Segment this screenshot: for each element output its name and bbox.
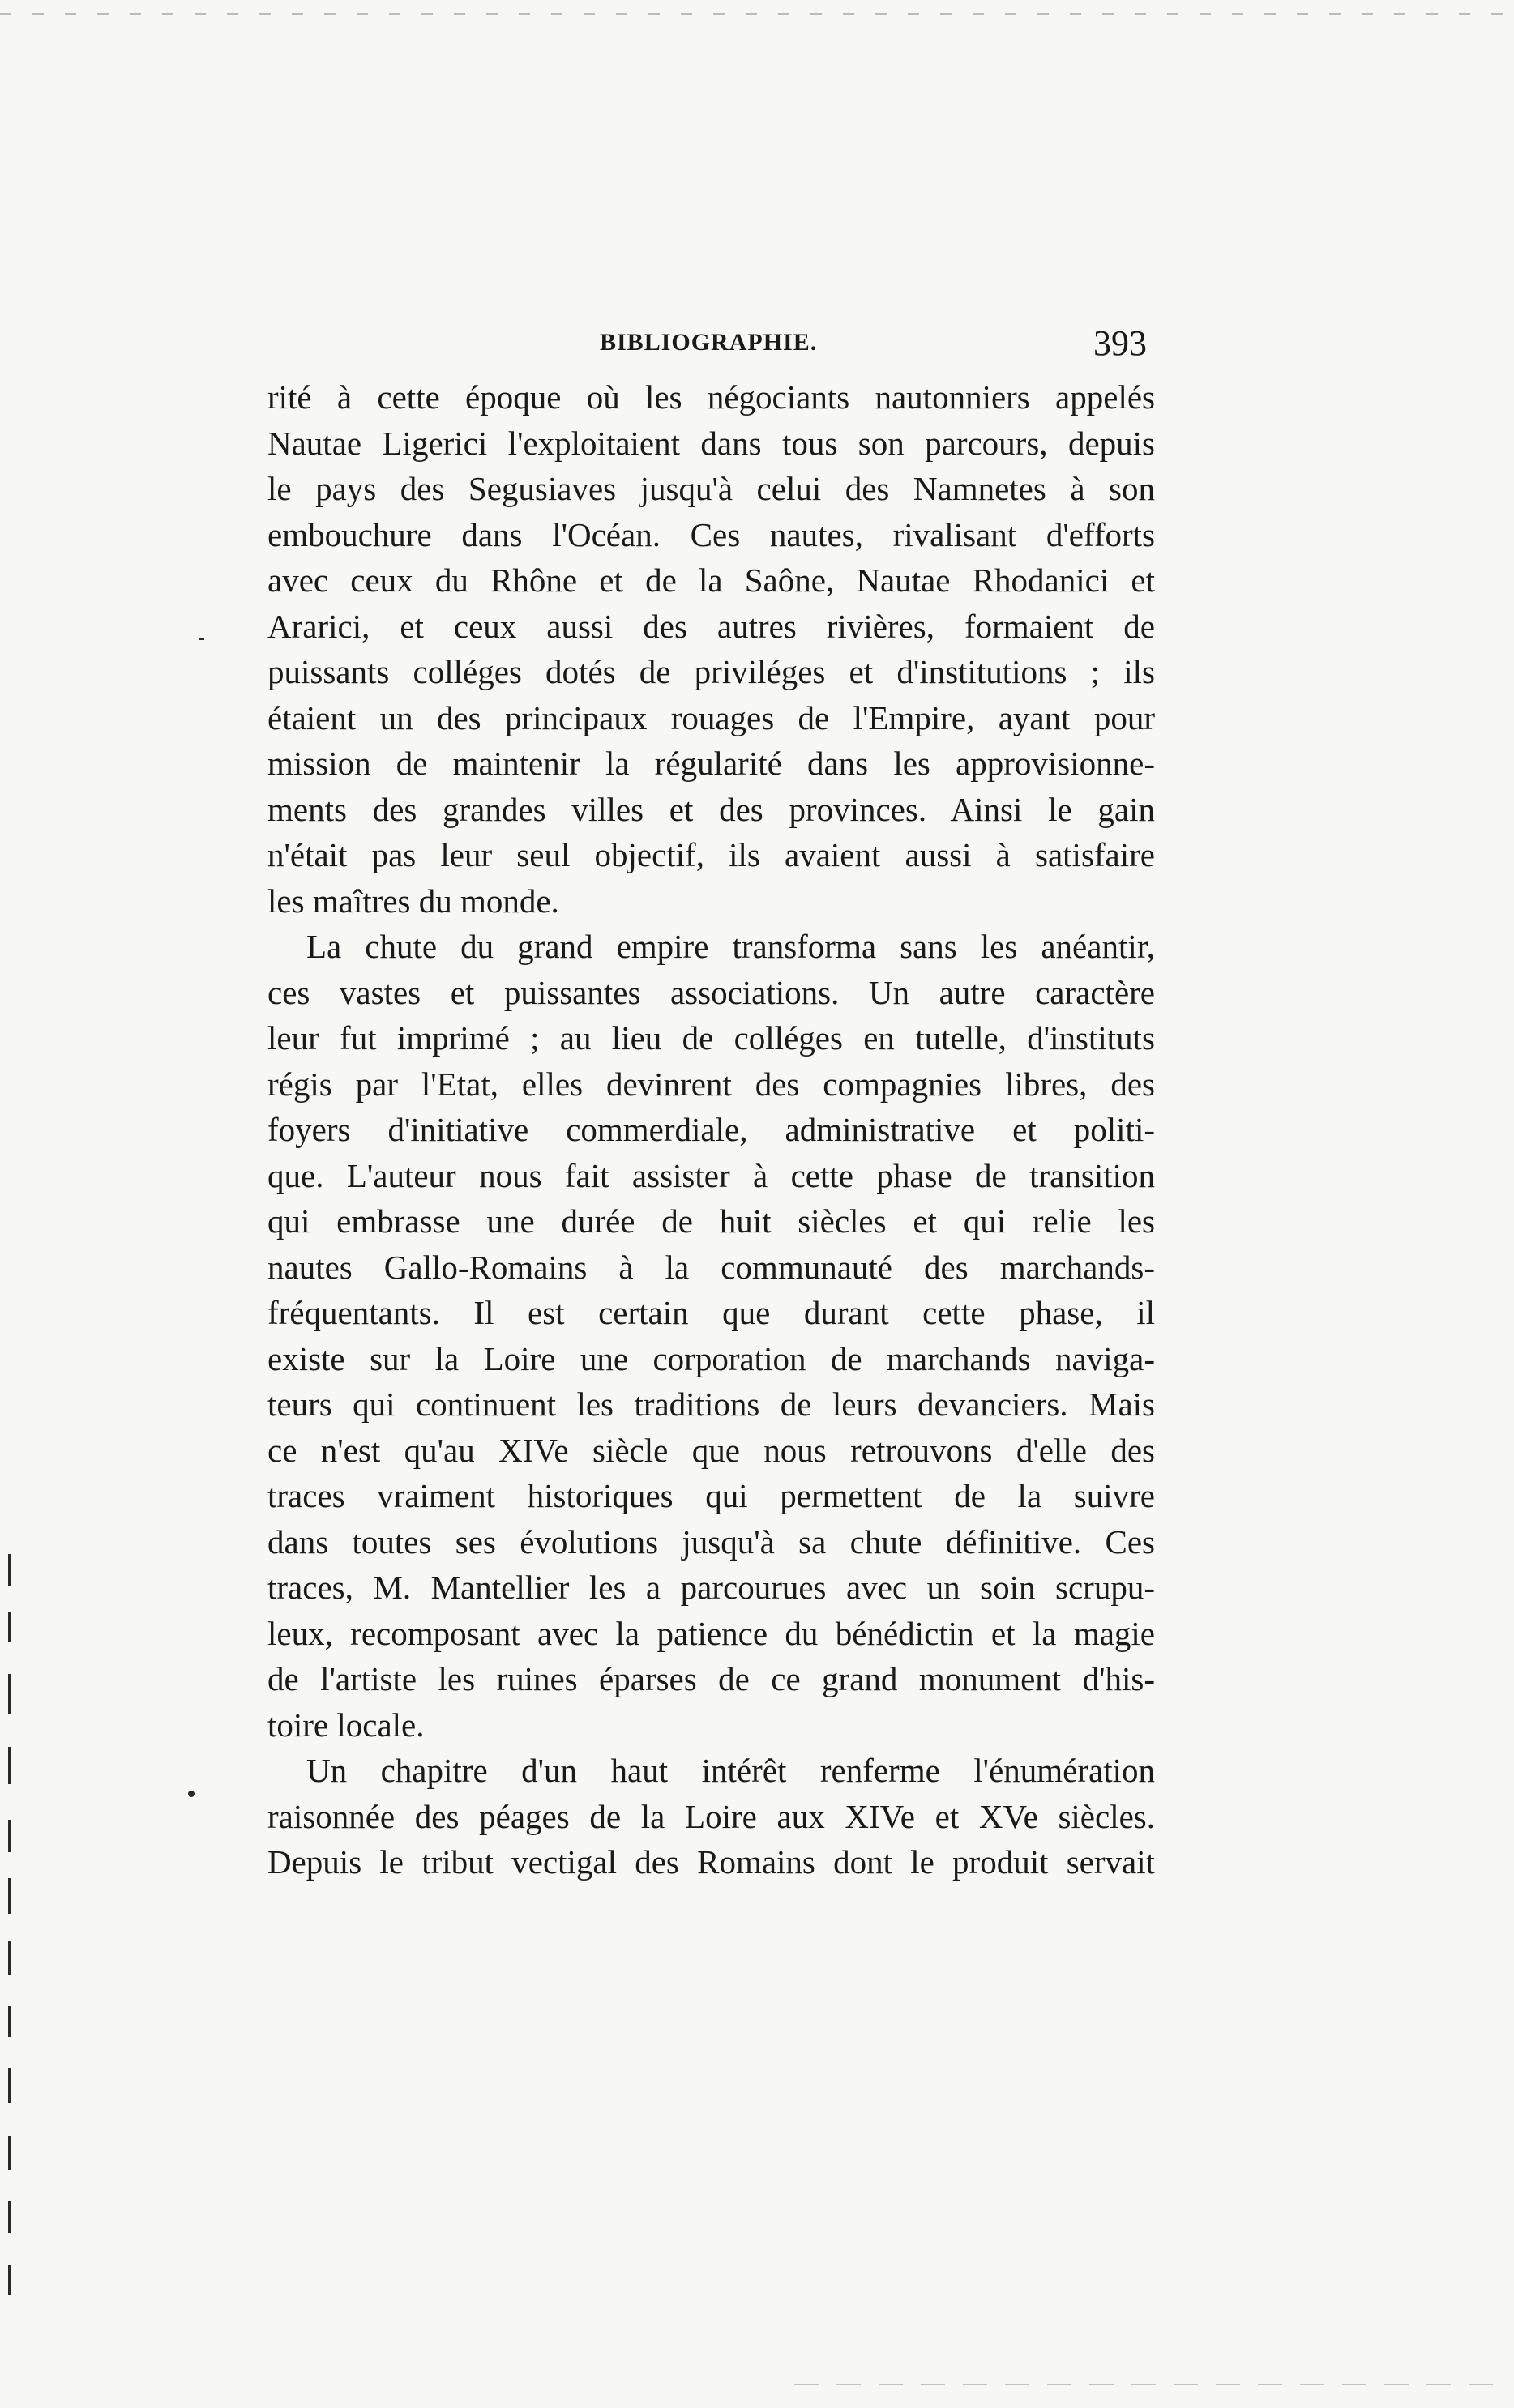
scan-edge-marks-bottom: [794, 2384, 1508, 2385]
scan-mark: [8, 2068, 11, 2103]
text-line: ments des grandes villes et des provinces. Ainsi le gain: [267, 790, 1155, 828]
text-line: n'était pas leur seul objectif, ils avaient aussi à satisfaire: [267, 836, 1155, 873]
running-title: BIBLIOGRAPHIE.: [600, 329, 818, 356]
text-line: foyers d'initiative commerdiale, administrative et politi-: [267, 1111, 1155, 1148]
text-line: Ararici, et ceux aussi des autres rivières, formaient de: [267, 607, 1155, 645]
running-head: [267, 322, 1155, 371]
scan-mark: [8, 2136, 11, 2170]
text-line: étaient un des principaux rouages de l'Empire, ayant pour: [267, 698, 1155, 736]
scan-mark: [8, 1820, 11, 1852]
scan-mark: [8, 1674, 11, 1714]
text-line: le pays des Segusiaves jusqu'à celui des Namnetes à son: [267, 470, 1155, 507]
text-line: Depuis le tribut vectigal des Romains dont le produit servait: [267, 1843, 1155, 1881]
scan-mark: [8, 2201, 11, 2233]
text-line: toire locale.: [267, 1706, 425, 1744]
scan-mark: [8, 2265, 11, 2295]
scan-mark: [8, 1941, 11, 1975]
text-line: fréquentants. Il est certain que durant cette phase, il: [267, 1294, 1155, 1331]
text-line: La chute du grand empire transforma sans les anéantir,: [306, 928, 1155, 965]
text-line: rité à cette époque où les négociants nautonniers appelés: [267, 378, 1155, 416]
scan-edge-marks-top: [0, 13, 1514, 15]
text-line: les maîtres du monde.: [267, 882, 559, 920]
scan-mark: [8, 1554, 11, 1586]
text-line: leur fut imprimé ; au lieu de colléges en tutelle, d'instituts: [267, 1019, 1155, 1057]
text-line: ce n'est qu'au XIVe siècle que nous retrouvons d'elle des: [267, 1431, 1155, 1469]
text-line: Nautae Ligerici l'exploitaient dans tous son parcours, depuis: [267, 424, 1155, 462]
text-line: dans toutes ses évolutions jusqu'à sa chute définitive. Ces: [267, 1522, 1155, 1561]
text-line: ces vastes et puissantes associations. Un autre caractère: [267, 973, 1155, 1011]
text-line: mission de maintenir la régularité dans les approvisionne-: [267, 745, 1155, 782]
text-line: avec ceux du Rhône et de la Saône, Nautae Rhodanici et: [267, 561, 1155, 599]
text-line: existe sur la Loire une corporation de marchands naviga-: [267, 1339, 1155, 1377]
scan-mark: [8, 1747, 11, 1784]
scan-mark: [199, 638, 204, 640]
scan-mark: [8, 2006, 11, 2037]
scan-mark: [8, 1878, 11, 1914]
page-number: 393: [1093, 323, 1147, 363]
body-text: [267, 374, 1155, 1885]
scan-mark: [8, 1612, 11, 1642]
text-line: teurs qui continuent les traditions de leurs devanciers. Mais: [267, 1385, 1155, 1423]
text-line: leux, recomposant avec la patience du bénédictin et la magie: [267, 1614, 1155, 1652]
text-line: traces vraiment historiques qui permettent de la suivre: [267, 1477, 1155, 1514]
text-line: puissants colléges dotés de priviléges et d'institutions ; ils: [267, 653, 1155, 690]
text-line: traces, M. Mantellier les a parcourues avec un soin scrupu-: [267, 1569, 1155, 1606]
text-line: embouchure dans l'Océan. Ces nautes, rivalisant d'efforts: [267, 515, 1155, 553]
text-line: raisonnée des péages de la Loire aux XIVe et XVe siècles.: [267, 1797, 1155, 1835]
text-line: de l'artiste les ruines éparses de ce grand monument d'his-: [267, 1660, 1155, 1697]
text-line: qui embrasse une durée de huit siècles et qui relie les: [267, 1202, 1155, 1240]
scan-dot: [188, 1791, 195, 1797]
text-line: nautes Gallo-Romains à la communauté des marchands-: [267, 1248, 1155, 1286]
text-line: que. L'auteur nous fait assister à cette phase de transition: [267, 1156, 1155, 1194]
text-line: Un chapitre d'un haut intérêt renferme l'énumération: [306, 1752, 1155, 1789]
text-line: régis par l'Etat, elles devinrent des compagnies libres, des: [267, 1065, 1155, 1103]
